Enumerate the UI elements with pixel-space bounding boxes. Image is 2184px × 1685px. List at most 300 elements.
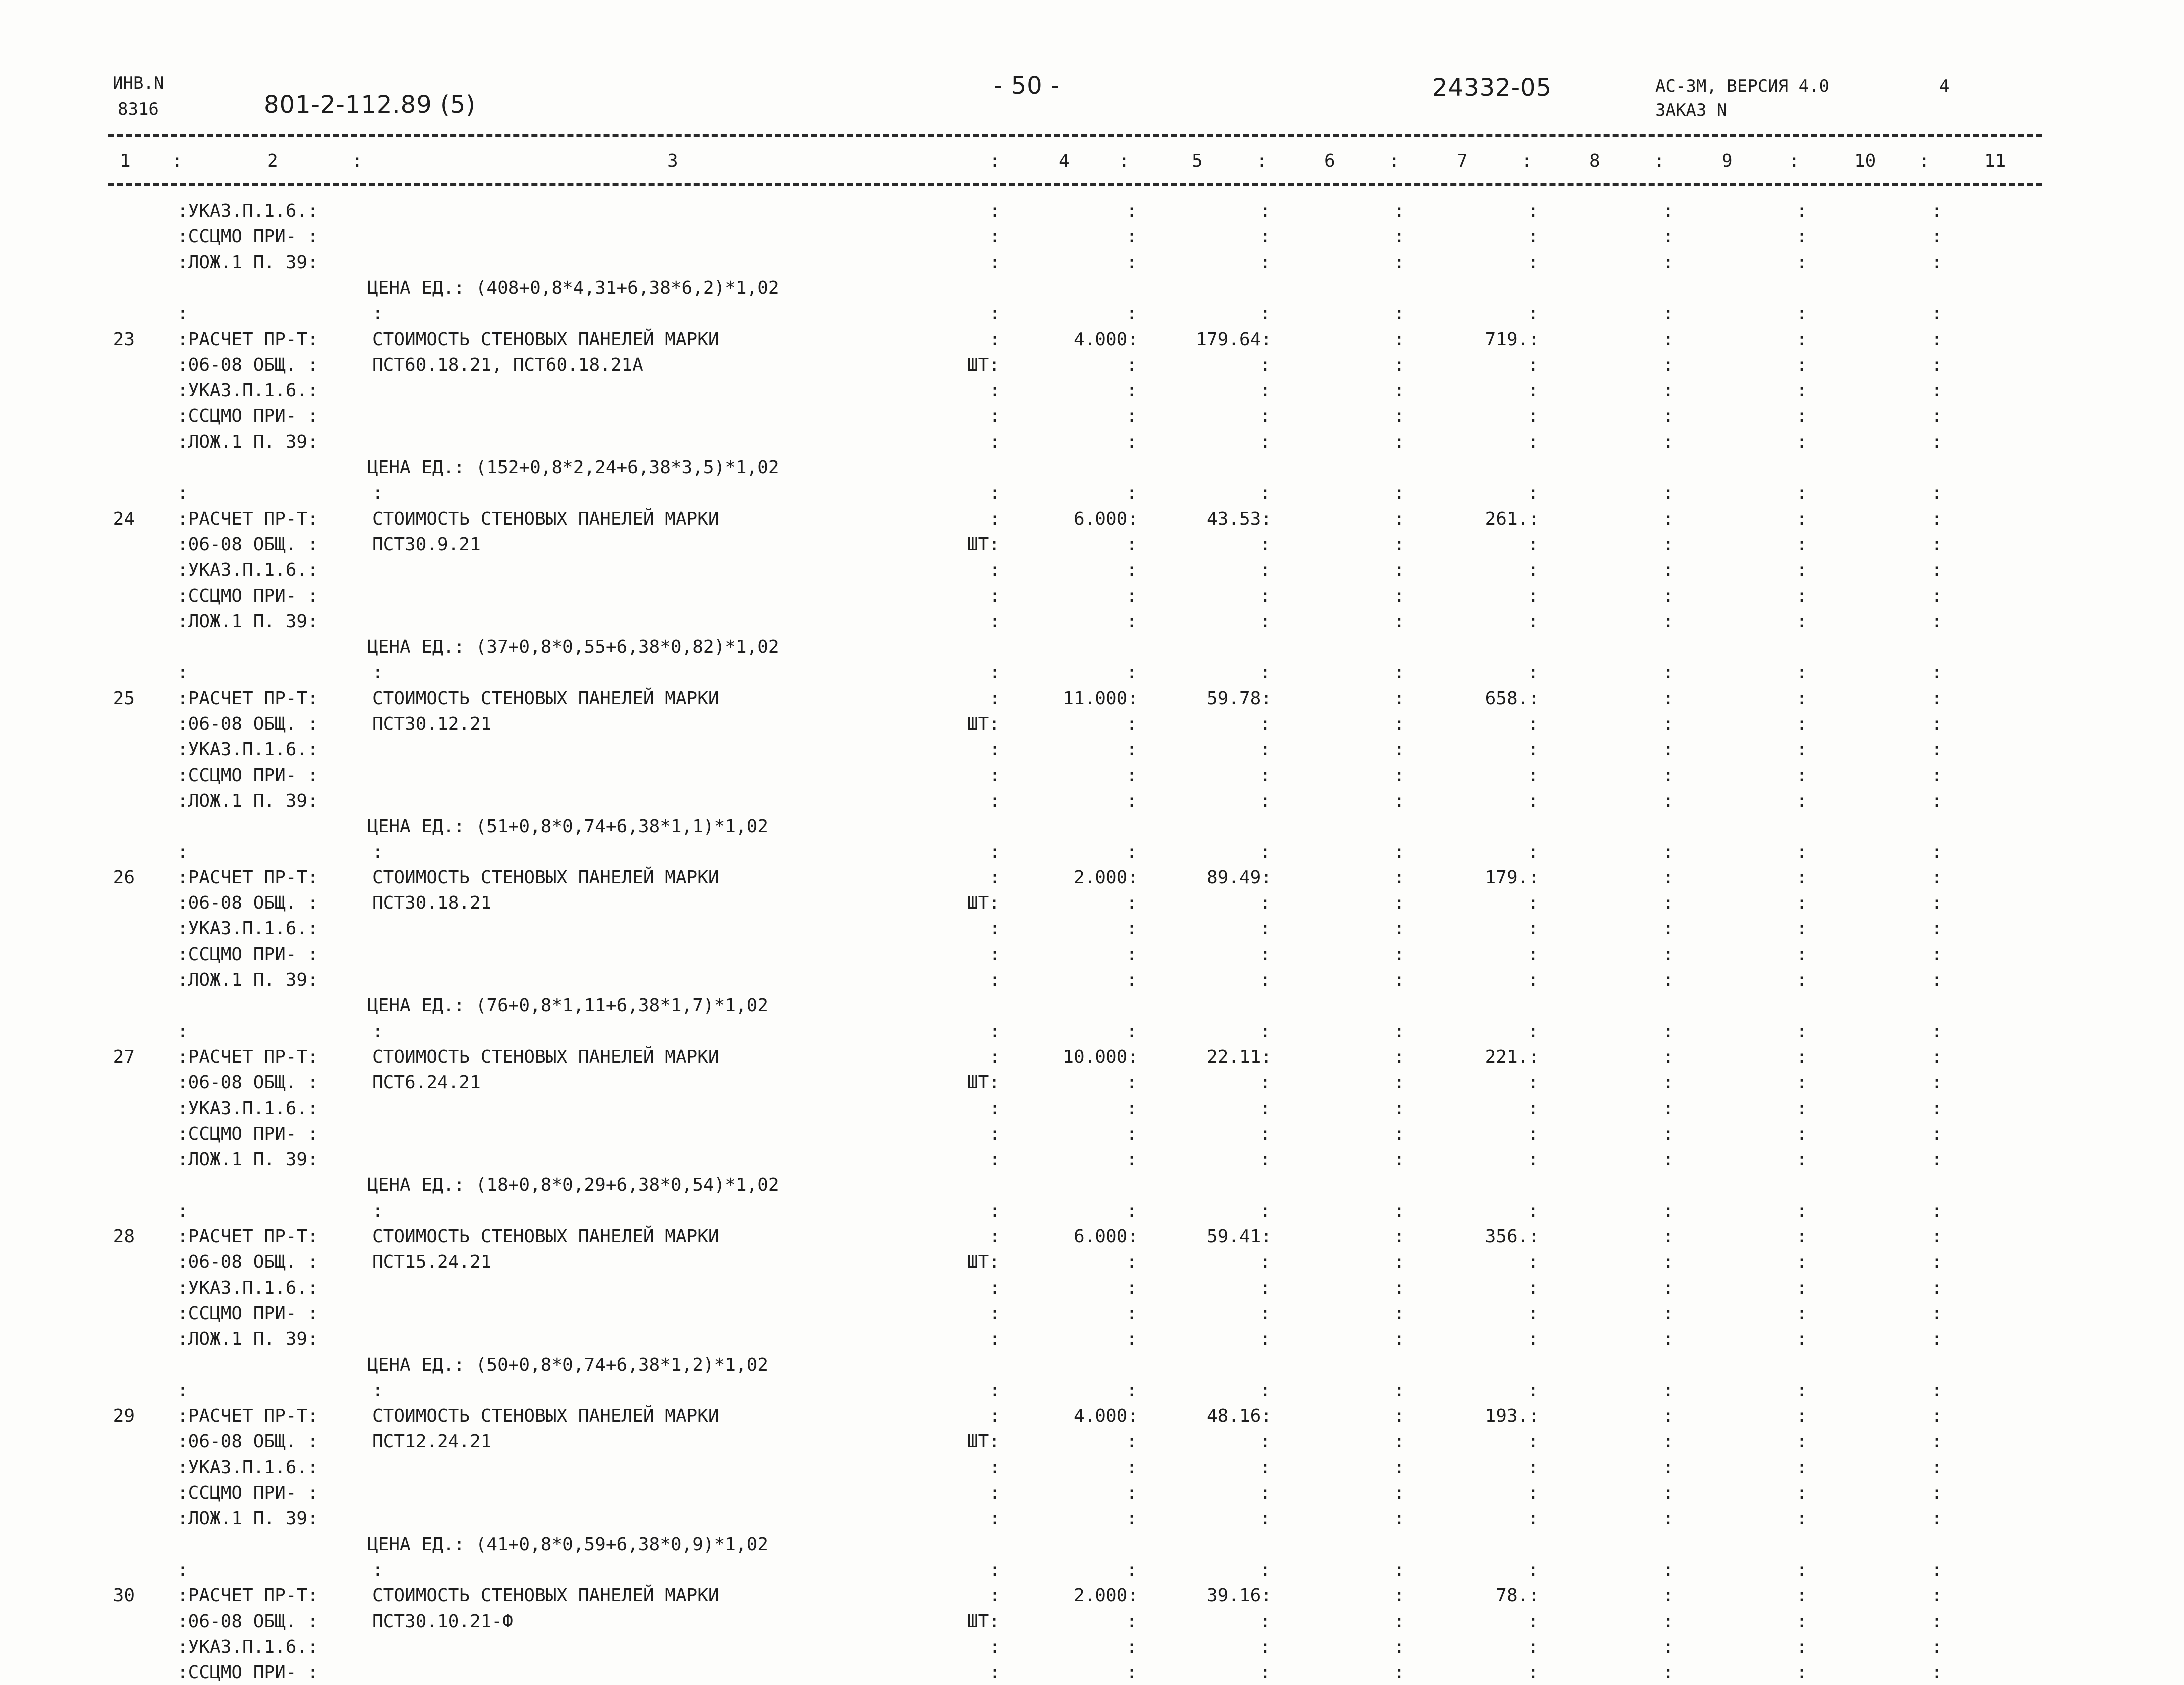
estimate-line: [0, 1506, 2184, 1531]
unit-cell: ШТ:: [967, 1611, 1000, 1632]
column-divider: :: [1528, 791, 1539, 811]
column-divider: :: [1663, 1585, 1674, 1606]
column-divider: :: [1796, 867, 1807, 888]
estimate-line: [0, 1378, 2184, 1403]
column-divider: :: [1126, 893, 1137, 913]
column-divider: :: [1663, 303, 1674, 324]
estimate-line: [0, 1558, 2184, 1583]
column-divider: :: [989, 867, 1000, 888]
column-divider: :: [1931, 1303, 1942, 1324]
column-divider: :: [1528, 1021, 1539, 1042]
column-divider: :: [989, 1098, 1000, 1119]
column-divider: :: [1796, 1047, 1807, 1067]
column-divider: :: [1528, 1380, 1539, 1401]
description-cell: СТОИМОСТЬ СТЕНОВЫХ ПАНЕЛЕЙ МАРКИ: [372, 1047, 719, 1067]
column-divider: :: [1260, 1380, 1271, 1401]
column-divider: :: [1260, 1611, 1271, 1632]
column-divider: :: [1260, 483, 1271, 503]
column-divider: :: [1528, 1483, 1539, 1503]
column-divider: :: [1663, 662, 1674, 683]
column-divider: :: [1931, 1124, 1942, 1144]
column-divider: :: [1663, 1047, 1674, 1067]
column-divider: :: [1260, 1072, 1271, 1093]
column-divider: :: [989, 611, 1000, 632]
column-divider: :: [1663, 970, 1674, 990]
column-separator: :: [1389, 151, 1400, 171]
total-cost-cell: 356.:: [1485, 1226, 1539, 1247]
column-divider: :: [1931, 714, 1942, 734]
column-divider: :: [1931, 1560, 1942, 1580]
column-divider: :: [1663, 1457, 1674, 1478]
column-divider: :: [989, 1021, 1000, 1042]
column-divider: :: [989, 791, 1000, 811]
basis-cell: :ЛОЖ.1 П. 39:: [177, 1508, 318, 1529]
column-divider: :: [1260, 355, 1271, 375]
estimate-line: [0, 532, 2184, 557]
description-cell: :: [372, 662, 383, 683]
column-divider: :: [1260, 252, 1271, 273]
column-divider: :: [1394, 1072, 1405, 1093]
basis-cell: :: [177, 842, 188, 862]
column-number: 6: [1324, 151, 1335, 171]
column-number: 11: [1984, 151, 2006, 171]
column-divider: :: [1528, 1124, 1539, 1144]
column-divider: :: [1126, 226, 1137, 247]
column-divider: :: [1260, 1637, 1271, 1657]
basis-cell: :ССЦМО ПРИ- :: [177, 1662, 318, 1683]
estimate-line: [0, 1609, 2184, 1634]
column-divider: :: [989, 406, 1000, 426]
column-divider: :: [989, 329, 1000, 350]
header-dashed-rule: [108, 183, 2042, 186]
column-divider: :: [1260, 611, 1271, 632]
column-divider: :: [1796, 791, 1807, 811]
column-divider: :: [1394, 714, 1405, 734]
column-divider: :: [1528, 714, 1539, 734]
column-divider: :: [989, 1637, 1000, 1657]
column-divider: :: [1796, 688, 1807, 709]
column-divider: :: [1260, 662, 1271, 683]
column-divider: :: [1663, 1329, 1674, 1349]
column-divider: :: [1931, 1149, 1942, 1170]
unit-price-cell: 59.78:: [1206, 688, 1272, 709]
description-cell: СТОИМОСТЬ СТЕНОВЫХ ПАНЕЛЕЙ МАРКИ: [372, 329, 719, 350]
column-divider: :: [1126, 355, 1137, 375]
column-divider: :: [1394, 662, 1405, 683]
basis-cell: :РАСЧЕТ ПР-Т:: [177, 688, 318, 709]
column-number: 7: [1457, 151, 1468, 171]
column-divider: :: [1663, 1021, 1674, 1042]
column-divider: :: [1260, 534, 1271, 555]
column-separator: :: [1521, 151, 1532, 171]
estimate-line: [0, 1327, 2184, 1352]
inventory-label: ИНВ.N: [113, 73, 164, 93]
column-divider: :: [1796, 1457, 1807, 1478]
column-divider: :: [1260, 380, 1271, 401]
column-divider: :: [1394, 252, 1405, 273]
column-divider: :: [1394, 944, 1405, 965]
column-divider: :: [989, 1149, 1000, 1170]
column-divider: :: [1394, 1637, 1405, 1657]
unit-cell: ШТ:: [967, 714, 1000, 734]
column-divider: :: [1663, 560, 1674, 580]
basis-cell: :: [177, 1560, 188, 1580]
estimate-line: [0, 301, 2184, 326]
column-divider: :: [989, 1483, 1000, 1503]
column-divider: :: [1394, 739, 1405, 760]
column-divider: :: [1663, 1431, 1674, 1452]
page-number: - 50 -: [994, 72, 1060, 100]
column-divider: :: [1796, 1021, 1807, 1042]
column-divider: :: [1931, 252, 1942, 273]
top-dashed-rule: [108, 134, 2042, 137]
column-divider: :: [1931, 867, 1942, 888]
column-divider: :: [1931, 432, 1942, 452]
description-cell: СТОИМОСТЬ СТЕНОВЫХ ПАНЕЛЕЙ МАРКИ: [372, 509, 719, 529]
column-divider: :: [1394, 1406, 1405, 1426]
basis-cell: :ЛОЖ.1 П. 39:: [177, 1329, 318, 1349]
estimate-line: [0, 635, 2184, 660]
column-divider: :: [1528, 1457, 1539, 1478]
column-number: 3: [667, 151, 678, 171]
column-divider: :: [1394, 611, 1405, 632]
column-divider: :: [1796, 662, 1807, 683]
column-divider: :: [1394, 1252, 1405, 1272]
column-header-row: [0, 149, 2184, 174]
column-divider: :: [1663, 1483, 1674, 1503]
right-code: 24332-05: [1432, 74, 1552, 102]
column-divider: :: [1394, 970, 1405, 990]
column-divider: :: [1796, 1483, 1807, 1503]
column-divider: :: [1528, 842, 1539, 862]
column-divider: :: [1528, 432, 1539, 452]
basis-cell: :: [177, 483, 188, 503]
column-divider: :: [1796, 1124, 1807, 1144]
column-divider: :: [989, 303, 1000, 324]
total-cost-cell: 179.:: [1485, 867, 1539, 888]
column-divider: :: [1931, 1021, 1942, 1042]
column-divider: :: [1528, 1329, 1539, 1349]
column-divider: :: [1931, 1047, 1942, 1067]
column-divider: :: [989, 1380, 1000, 1401]
estimate-line: [0, 712, 2184, 737]
column-divider: :: [1931, 918, 1942, 939]
column-divider: :: [1126, 1637, 1137, 1657]
description-cell: ПСТ15.24.21: [372, 1252, 492, 1272]
basis-cell: :06-08 ОБЩ. :: [177, 1072, 318, 1093]
column-divider: :: [1528, 1508, 1539, 1529]
column-divider: :: [989, 688, 1000, 709]
basis-cell: :РАСЧЕТ ПР-Т:: [177, 867, 318, 888]
column-divider: :: [1663, 1149, 1674, 1170]
column-divider: :: [1663, 226, 1674, 247]
basis-cell: :УКАЗ.П.1.6.:: [177, 1098, 318, 1119]
column-divider: :: [1528, 1637, 1539, 1657]
column-divider: :: [1663, 714, 1674, 734]
column-separator: :: [1256, 151, 1267, 171]
column-divider: :: [1394, 509, 1405, 529]
column-divider: :: [989, 662, 1000, 683]
column-divider: :: [1931, 739, 1942, 760]
document-code: 801-2-112.89 (5): [264, 91, 476, 119]
column-divider: :: [1260, 1457, 1271, 1478]
column-divider: :: [1931, 1201, 1942, 1221]
column-divider: :: [1931, 355, 1942, 375]
column-divider: :: [1126, 611, 1137, 632]
unit-price-formula: ЦЕНА ЕД.: (50+0,8*0,74+6,38*1,2)*1,02: [367, 1355, 768, 1375]
column-divider: :: [1663, 1611, 1674, 1632]
column-divider: :: [1528, 483, 1539, 503]
column-divider: :: [1796, 1380, 1807, 1401]
column-divider: :: [1796, 918, 1807, 939]
quantity-cell: 6.000:: [1073, 509, 1138, 529]
column-divider: :: [1126, 970, 1137, 990]
unit-cell: ШТ:: [967, 534, 1000, 555]
column-divider: :: [1931, 226, 1942, 247]
column-divider: :: [1528, 303, 1539, 324]
column-divider: :: [1126, 432, 1137, 452]
column-divider: :: [1394, 1278, 1405, 1298]
column-divider: :: [1796, 226, 1807, 247]
column-number: 1: [120, 151, 131, 171]
column-divider: :: [1931, 1585, 1942, 1606]
column-divider: :: [1528, 534, 1539, 555]
column-divider: :: [989, 560, 1000, 580]
column-divider: :: [1931, 406, 1942, 426]
basis-cell: :ССЦМО ПРИ- :: [177, 944, 318, 965]
column-divider: :: [1260, 1252, 1271, 1272]
column-separator: :: [1119, 151, 1130, 171]
column-divider: :: [1931, 1662, 1942, 1683]
column-divider: :: [989, 1047, 1000, 1067]
column-divider: :: [1796, 611, 1807, 632]
column-divider: :: [1931, 842, 1942, 862]
unit-price-formula: ЦЕНА ЕД.: (152+0,8*2,24+6,38*3,5)*1,02: [367, 457, 779, 478]
column-divider: :: [1528, 765, 1539, 786]
column-divider: :: [1931, 893, 1942, 913]
column-divider: :: [1528, 611, 1539, 632]
basis-cell: :06-08 ОБЩ. :: [177, 534, 318, 555]
column-divider: :: [989, 1303, 1000, 1324]
basis-cell: :06-08 ОБЩ. :: [177, 355, 318, 375]
column-divider: :: [1528, 739, 1539, 760]
column-divider: :: [1126, 1124, 1137, 1144]
estimate-line: [0, 968, 2184, 993]
description-cell: ПСТ6.24.21: [372, 1072, 481, 1093]
column-divider: :: [1663, 432, 1674, 452]
description-cell: ПСТ30.9.21: [372, 534, 481, 555]
estimate-line: [0, 609, 2184, 634]
column-divider: :: [1394, 483, 1405, 503]
column-divider: :: [989, 1124, 1000, 1144]
column-separator: :: [352, 151, 363, 171]
column-divider: :: [1663, 1637, 1674, 1657]
column-divider: :: [1528, 252, 1539, 273]
basis-cell: :РАСЧЕТ ПР-Т:: [177, 509, 318, 529]
description-cell: :: [372, 303, 383, 324]
description-cell: :: [372, 1380, 383, 1401]
column-divider: :: [1394, 893, 1405, 913]
column-divider: :: [1796, 765, 1807, 786]
column-divider: :: [1126, 303, 1137, 324]
estimate-line: [0, 1224, 2184, 1249]
estimate-line: [0, 584, 2184, 609]
column-divider: :: [1796, 1072, 1807, 1093]
estimate-line: [0, 481, 2184, 506]
column-divider: :: [1126, 1431, 1137, 1452]
estimate-line: [0, 1019, 2184, 1044]
basis-cell: :РАСЧЕТ ПР-Т:: [177, 1226, 318, 1247]
basis-cell: :ЛОЖ.1 П. 39:: [177, 791, 318, 811]
estimate-line: [0, 1583, 2184, 1608]
column-divider: :: [1796, 1406, 1807, 1426]
column-divider: :: [1663, 534, 1674, 555]
column-divider: :: [1126, 1072, 1137, 1093]
column-divider: :: [989, 586, 1000, 606]
estimate-line: [0, 1660, 2184, 1685]
column-divider: :: [1796, 355, 1807, 375]
basis-cell: :06-08 ОБЩ. :: [177, 1252, 318, 1272]
basis-cell: :ССЦМО ПРИ- :: [177, 765, 318, 786]
column-divider: :: [1528, 201, 1539, 221]
column-divider: :: [1394, 1611, 1405, 1632]
position-number: 27: [113, 1047, 135, 1067]
unit-cell: ШТ:: [967, 355, 1000, 375]
basis-cell: :ЛОЖ.1 П. 39:: [177, 611, 318, 632]
column-divider: :: [1394, 534, 1405, 555]
column-divider: :: [1931, 1226, 1942, 1247]
column-divider: :: [1663, 406, 1674, 426]
column-divider: :: [1260, 1508, 1271, 1529]
column-divider: :: [1394, 586, 1405, 606]
column-divider: :: [1931, 1406, 1942, 1426]
basis-cell: :УКАЗ.П.1.6.:: [177, 739, 318, 760]
estimate-line: [0, 1635, 2184, 1660]
column-divider: :: [1796, 380, 1807, 401]
total-cost-cell: 261.:: [1485, 509, 1539, 529]
estimate-line: [0, 1070, 2184, 1095]
column-divider: :: [1931, 1611, 1942, 1632]
column-divider: :: [1528, 1098, 1539, 1119]
basis-cell: :ЛОЖ.1 П. 39:: [177, 970, 318, 990]
order-label: ЗАКАЗ N: [1655, 100, 1727, 120]
basis-cell: :ССЦМО ПРИ- :: [177, 1124, 318, 1144]
total-cost-cell: 193.:: [1485, 1406, 1539, 1426]
estimate-line: [0, 199, 2184, 224]
column-divider: :: [1260, 765, 1271, 786]
column-divider: :: [1796, 842, 1807, 862]
estimate-line: [0, 916, 2184, 941]
column-divider: :: [1528, 1149, 1539, 1170]
column-divider: :: [1394, 201, 1405, 221]
column-divider: :: [1796, 1560, 1807, 1580]
column-divider: :: [1126, 739, 1137, 760]
column-divider: :: [1663, 1226, 1674, 1247]
column-divider: :: [1126, 1329, 1137, 1349]
estimate-line: [0, 865, 2184, 890]
position-number: 30: [113, 1585, 135, 1606]
estimate-line: [0, 1532, 2184, 1557]
column-divider: :: [989, 1508, 1000, 1529]
column-divider: :: [1126, 714, 1137, 734]
column-divider: :: [1528, 586, 1539, 606]
estimate-line: [0, 404, 2184, 429]
column-divider: :: [1260, 1483, 1271, 1503]
column-divider: :: [1663, 944, 1674, 965]
basis-cell: :УКАЗ.П.1.6.:: [177, 560, 318, 580]
column-divider: :: [1528, 1072, 1539, 1093]
column-divider: :: [1394, 406, 1405, 426]
column-divider: :: [1126, 380, 1137, 401]
column-divider: :: [1260, 201, 1271, 221]
basis-cell: :: [177, 662, 188, 683]
column-divider: :: [989, 944, 1000, 965]
column-divider: :: [1260, 406, 1271, 426]
column-divider: :: [1663, 918, 1674, 939]
column-divider: :: [989, 201, 1000, 221]
column-divider: :: [989, 842, 1000, 862]
column-divider: :: [1126, 1457, 1137, 1478]
unit-price-formula: ЦЕНА ЕД.: (408+0,8*4,31+6,38*6,2)*1,02: [367, 278, 779, 298]
basis-cell: :ССЦМО ПРИ- :: [177, 406, 318, 426]
basis-cell: :ССЦМО ПРИ- :: [177, 226, 318, 247]
column-divider: :: [1528, 918, 1539, 939]
column-divider: :: [1931, 560, 1942, 580]
description-cell: СТОИМОСТЬ СТЕНОВЫХ ПАНЕЛЕЙ МАРКИ: [372, 688, 719, 709]
column-divider: :: [1796, 893, 1807, 913]
column-divider: :: [1796, 739, 1807, 760]
column-divider: :: [1931, 1637, 1942, 1657]
description-cell: СТОИМОСТЬ СТЕНОВЫХ ПАНЕЛЕЙ МАРКИ: [372, 1585, 719, 1606]
column-divider: :: [1394, 1124, 1405, 1144]
column-divider: :: [1663, 1252, 1674, 1272]
column-divider: :: [1126, 1611, 1137, 1632]
column-divider: :: [1796, 1226, 1807, 1247]
basis-cell: :: [177, 1380, 188, 1401]
column-divider: :: [1796, 432, 1807, 452]
column-divider: :: [1931, 380, 1942, 401]
column-divider: :: [1260, 1303, 1271, 1324]
column-divider: :: [1394, 380, 1405, 401]
column-divider: :: [1931, 534, 1942, 555]
column-divider: :: [1663, 1508, 1674, 1529]
description-cell: :: [372, 1021, 383, 1042]
column-divider: :: [1394, 1662, 1405, 1683]
quantity-cell: 4.000:: [1073, 1406, 1138, 1426]
inventory-number: 8316: [118, 99, 159, 119]
column-divider: :: [1528, 1611, 1539, 1632]
column-divider: :: [1528, 970, 1539, 990]
column-divider: :: [1931, 688, 1942, 709]
quantity-cell: 2.000:: [1073, 867, 1138, 888]
column-divider: :: [1126, 1098, 1137, 1119]
column-divider: :: [1260, 1201, 1271, 1221]
column-divider: :: [1796, 1252, 1807, 1272]
column-divider: :: [989, 1662, 1000, 1683]
unit-price-formula: ЦЕНА ЕД.: (37+0,8*0,55+6,38*0,82)*1,02: [367, 637, 779, 657]
column-divider: :: [1260, 1098, 1271, 1119]
column-divider: :: [1528, 226, 1539, 247]
description-cell: :: [372, 842, 383, 862]
column-divider: :: [1126, 201, 1137, 221]
column-divider: :: [1663, 893, 1674, 913]
column-divider: :: [1394, 1303, 1405, 1324]
estimate-line: [0, 224, 2184, 249]
basis-cell: :ССЦМО ПРИ- :: [177, 1303, 318, 1324]
estimate-line: [0, 327, 2184, 352]
unit-cell: ШТ:: [967, 893, 1000, 913]
column-divider: :: [1260, 432, 1271, 452]
